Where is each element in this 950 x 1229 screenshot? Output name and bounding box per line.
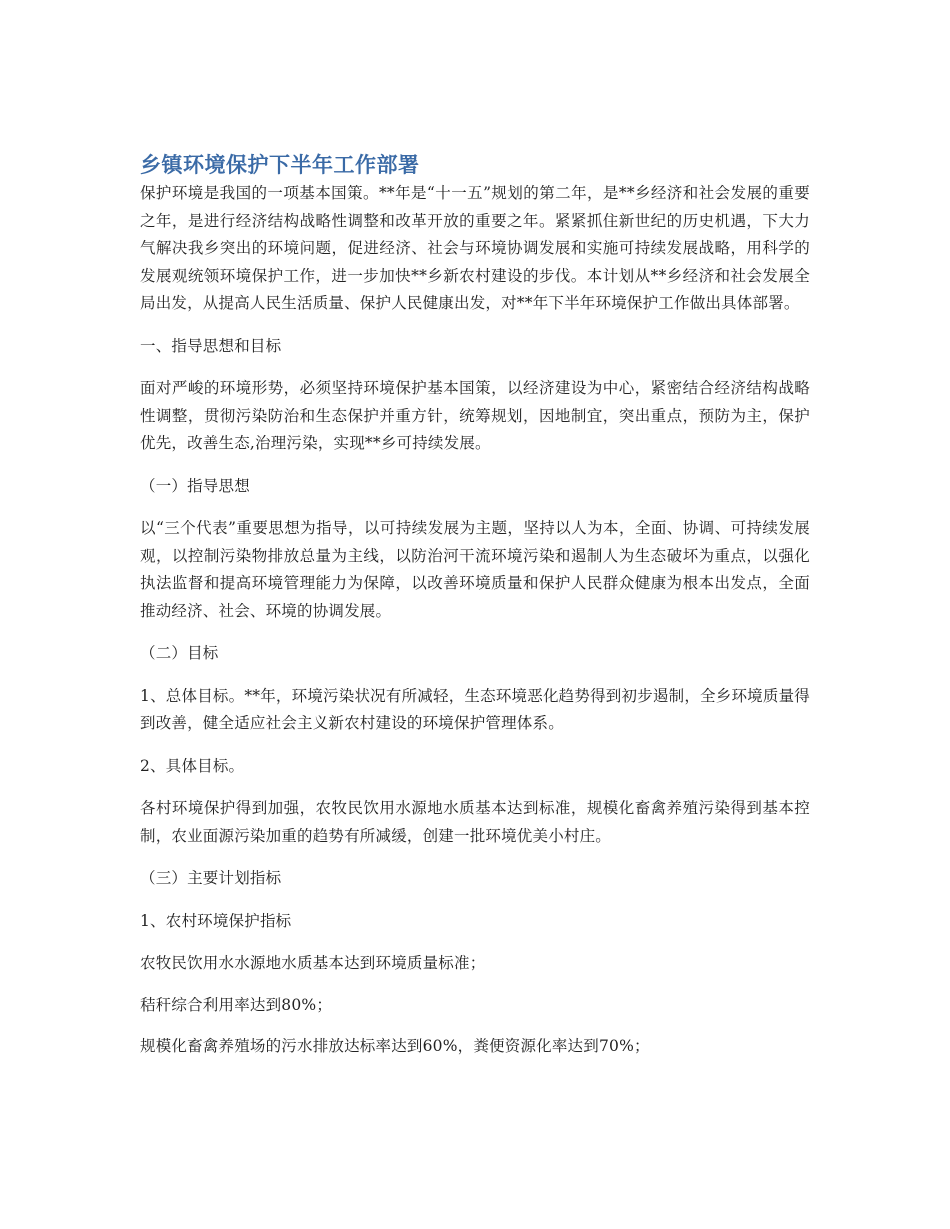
heading-rural-indicators: 1、农村环境保护指标 (140, 911, 292, 930)
intro-paragraph: 保护环境是我国的一项基本国策。**年是“十一五”规划的第二年，是**乡经济和社会发展的重要之年，是进行经济结构战略性调整和改革开放的重要之年。紧紧抓住新世纪的历史机遇，下大力气解决我乡突出的环境问题，促进经济、社会与环境协调发展和实施可持续发展战略，用科学的发展观统领环境保护工作，进一步加快**乡新农村建设的步伐。本计划从**乡经济和社会发展全局出发，从提高人民生活质量、保护人民健康出发，对**年下半年环境保护工作做出具体部署。 (140, 184, 810, 312)
indicator-livestock-discharge: 规模化畜禽养殖场的污水排放达标率达到60%，粪便资源化率达到70%； (140, 1037, 650, 1055)
subheading-goals: （二）目标 (140, 644, 219, 662)
document-body (140, 150, 810, 1075)
subheading-main-indicators: （三）主要计划指标 (140, 869, 282, 887)
paragraph-overall-goal: 1、总体目标。**年，环境污染状况有所减轻，生态环境恶化趋势得到初步遏制，全乡环境质量得到改善，健全适应社会主义新农村建设的环境保护管理体系。 (140, 686, 810, 732)
section-paragraph-situation: 面对严峻的环境形势，必须坚持环境保护基本国策，以经济建设为中心，紧密结合经济结构战略性调整，贯彻污染防治和生态保护并重方针，统筹规划，因地制宜，突出重点，预防为主，保护优先，改善生态,治理污染，实现**乡可持续发展。 (140, 379, 810, 452)
indicator-drinking-water: 农牧民饮用水水源地水质基本达到环境质量标准； (140, 954, 486, 972)
paragraph-specific-goals: 各村环境保护得到加强，农牧民饮用水源地水质基本达到标准，规模化畜禽养殖污染得到基本控制，农业面源污染加重的趋势有所减缓，创建一批环境优美小村庄。 (140, 799, 810, 845)
indicator-straw-utilization: 秸秆综合利用率达到80%； (140, 995, 333, 1014)
section-heading-guiding-thought-and-goals: 一、指导思想和目标 (140, 336, 282, 355)
paragraph-guiding-thought: 以“三个代表”重要思想为指导，以可持续发展为主题，坚持以人为本，全面、协调、可持续发展观，以控制污染物排放总量为主线，以防治河干流环境污染和遏制人为生态破坏为重点，以强化执法监督和提高环境管理能力为保障，以改善环境质量和保护人民群众健康为根本出发点，全面推动经济、社会、环境的协调发展。 (140, 519, 810, 620)
heading-specific-goals: 2、具体目标。 (140, 756, 245, 775)
document-title: 乡镇环境保护下半年工作部署 (140, 153, 420, 177)
subheading-guiding-thought: （一）指导思想 (140, 476, 250, 495)
